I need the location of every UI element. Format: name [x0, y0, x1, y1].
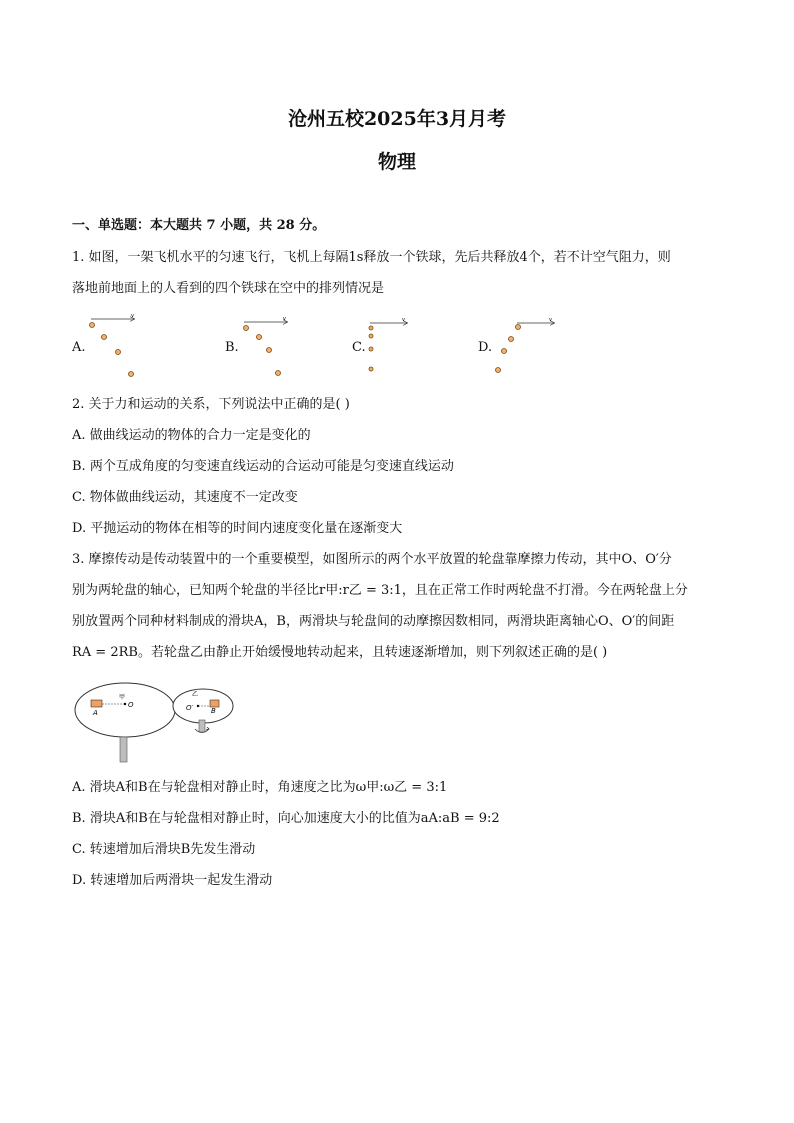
iron-ball [496, 368, 501, 373]
disc-jia-shaft [120, 737, 127, 762]
q1-option-b-label: B. [225, 340, 239, 355]
iron-ball [516, 325, 521, 330]
iron-ball [502, 349, 507, 354]
q1-option-c-label: C. [352, 340, 366, 355]
iron-ball [369, 334, 373, 338]
iron-ball [369, 326, 373, 330]
q1-option-c-diagram [369, 317, 407, 371]
iron-ball [267, 348, 272, 353]
q3-option-d: D. 转速增加后两滑块一起发生滑动 [72, 873, 273, 888]
q3-turntable-figure [70, 680, 240, 770]
iron-ball [244, 326, 249, 331]
q1-stem-line2: 落地前地面上的人看到的四个铁球在空中的排列情况是 [72, 281, 385, 296]
q3-stem-line1: 3. 摩擦传动是传动装置中的一个重要模型，如图所示的两个水平放置的轮盘靠摩擦力传动，其中O、O′分 [72, 552, 672, 567]
q1-option-d-label: D. [478, 340, 493, 355]
iron-ball [257, 335, 262, 340]
q1-stem-line1: 1. 如图，一架飞机水平的匀速飞行，飞机上每隔1s释放一个铁球，先后共释放4个，若不计空气阻力，则 [72, 250, 671, 265]
exam-title: 沧州五校2025年3月月考 [287, 108, 507, 130]
q3-stem-line3: 别放置两个同种材料制成的滑块A，B，两滑块与轮盘间的动摩擦因数相同，两滑块距离轴心O、O′的间距 [72, 614, 675, 629]
slider-b [210, 700, 219, 707]
label-o-prime: O′ [186, 704, 194, 712]
velocity-label: v [131, 313, 134, 319]
q1-options-figure [0, 310, 794, 385]
q3-option-b: B. 滑块A和B在与轮盘相对静止时，向心加速度大小的比值为aA:aB = 9:2 [72, 811, 500, 826]
q2-option-c: C. 物体做曲线运动，其速度不一定改变 [72, 490, 298, 505]
iron-ball [369, 347, 373, 351]
disc-jia [75, 683, 175, 737]
iron-ball [276, 371, 281, 376]
q1-option-a-diagram [90, 313, 135, 377]
iron-ball [102, 335, 107, 340]
axis-o [124, 703, 126, 705]
disc-yi-shaft [199, 720, 205, 732]
q2-option-d: D. 平抛运动的物体在相等的时间内速度变化量在逐渐变大 [72, 521, 403, 536]
q3-option-a: A. 滑块A和B在与轮盘相对静止时，角速度之比为ω甲:ω乙 = 3:1 [72, 780, 448, 795]
velocity-label: v [283, 316, 286, 322]
rotation-arrowhead [206, 727, 209, 730]
q2-stem: 2. 关于力和运动的关系，下列说法中正确的是( ) [72, 397, 350, 412]
label-b: B [211, 707, 216, 715]
label-yi: 乙 [192, 691, 199, 698]
iron-ball [129, 372, 134, 377]
section-heading: 一、单选题：本大题共 7 小题，共 28 分。 [72, 218, 326, 233]
velocity-label: v [402, 317, 405, 323]
label-a: A [93, 709, 98, 717]
q2-option-a: A. 做曲线运动的物体的合力一定是变化的 [72, 428, 311, 443]
q3-stem-line4: RA = 2RB。若轮盘乙由静止开始缓慢地转动起来，且转速逐渐增加，则下列叙述正确的是( ) [72, 645, 608, 660]
label-o: O [128, 701, 134, 709]
iron-ball [509, 337, 514, 342]
velocity-label: v [549, 317, 552, 323]
q1-option-b-diagram [244, 316, 288, 376]
iron-ball [116, 350, 121, 355]
q1-option-a-label: A. [72, 340, 86, 355]
iron-ball [369, 367, 373, 371]
slider-a [91, 700, 102, 707]
q1-option-d-diagram [496, 317, 555, 373]
q3-option-c: C. 转速增加后滑块B先发生滑动 [72, 842, 256, 857]
q3-stem-line2: 别为两轮盘的轴心，已知两个轮盘的半径比r甲:r乙 = 3:1，且在正常工作时两轮盘不打滑。今在两轮盘上分 [72, 583, 688, 598]
iron-ball [90, 323, 95, 328]
subject-title: 物理 [377, 151, 416, 173]
q2-option-b: B. 两个互成角度的匀变速直线运动的合运动可能是匀变速直线运动 [72, 459, 454, 474]
label-jia: 甲 [119, 694, 126, 701]
